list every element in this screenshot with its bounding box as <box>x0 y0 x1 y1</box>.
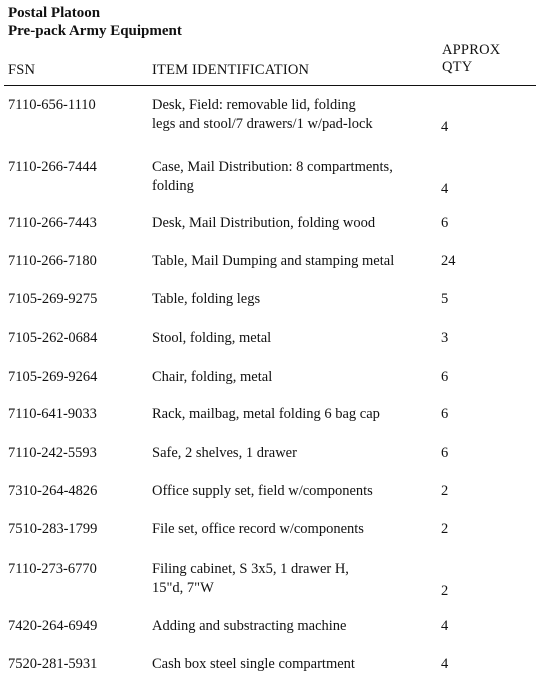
item-line-2: legs and stool/7 drawers/1 w/pad-lock <box>152 116 373 132</box>
column-header-qty-line1: APPROX <box>442 42 501 58</box>
fsn-cell: 7110-266-7443 <box>8 215 97 231</box>
item-identification-cell <box>152 158 432 196</box>
approx-qty-cell: 2 <box>441 483 449 499</box>
item-identification-cell <box>152 405 432 424</box>
item-identification-cell <box>152 252 432 271</box>
item-line-1: Adding and substracting machine <box>152 618 347 634</box>
column-header-qty-line2: QTY <box>442 59 473 75</box>
fsn-cell: 7110-266-7180 <box>8 253 97 269</box>
approx-qty-cell: 4 <box>441 181 449 197</box>
item-identification-cell <box>152 368 432 387</box>
document-title: Postal Platoon <box>8 5 101 21</box>
header-rule <box>4 85 536 86</box>
fsn-cell: 7310-264-4826 <box>8 483 98 499</box>
item-line-2: folding <box>152 178 194 194</box>
item-line-1: Cash box steel single compartment <box>152 656 355 672</box>
approx-qty-cell: 24 <box>441 253 456 269</box>
item-identification-cell <box>152 444 432 463</box>
item-line-1: Table, folding legs <box>152 291 261 307</box>
fsn-cell: 7110-242-5593 <box>8 445 97 461</box>
item-line-1: Desk, Mail Distribution, folding wood <box>152 215 376 231</box>
document-subtitle: Pre-pack Army Equipment <box>8 23 182 39</box>
approx-qty-cell: 2 <box>441 583 449 599</box>
item-line-1: File set, office record w/components <box>152 521 364 537</box>
item-line-1: Filing cabinet, S 3x5, 1 drawer H, <box>152 561 349 577</box>
item-identification-cell <box>152 329 432 348</box>
item-line-1: Office supply set, field w/components <box>152 483 373 499</box>
approx-qty-cell: 4 <box>441 119 449 135</box>
item-identification-cell <box>152 290 432 309</box>
item-line-2: 15"d, 7"W <box>152 580 214 596</box>
item-identification-cell <box>152 214 432 233</box>
approx-qty-cell: 2 <box>441 521 449 537</box>
item-line-1: Stool, folding, metal <box>152 330 272 346</box>
approx-qty-cell: 5 <box>441 291 449 307</box>
fsn-cell: 7105-269-9264 <box>8 369 98 385</box>
approx-qty-cell: 4 <box>441 656 449 672</box>
fsn-cell: 7510-283-1799 <box>8 521 98 537</box>
column-header-qty <box>442 42 500 76</box>
fsn-cell: 7105-262-0684 <box>8 330 98 346</box>
fsn-cell: 7105-269-9275 <box>8 291 98 307</box>
approx-qty-cell: 4 <box>441 618 449 634</box>
approx-qty-cell: 6 <box>441 406 449 422</box>
approx-qty-cell: 6 <box>441 369 449 385</box>
item-identification-cell <box>152 560 432 598</box>
item-line-1: Table, Mail Dumping and stamping metal <box>152 253 395 269</box>
item-line-1: Chair, folding, metal <box>152 369 273 385</box>
item-identification-cell <box>152 655 432 674</box>
fsn-cell: 7110-656-1110 <box>8 97 96 113</box>
column-header-item: ITEM IDENTIFICATION <box>152 62 310 78</box>
item-line-1: Safe, 2 shelves, 1 drawer <box>152 445 297 461</box>
fsn-cell: 7520-281-5931 <box>8 656 98 672</box>
column-header-fsn: FSN <box>8 62 36 78</box>
item-line-1: Rack, mailbag, metal folding 6 bag cap <box>152 406 380 422</box>
approx-qty-cell: 6 <box>441 215 449 231</box>
item-line-1: Case, Mail Distribution: 8 compartments, <box>152 159 393 175</box>
approx-qty-cell: 6 <box>441 445 449 461</box>
fsn-cell: 7420-264-6949 <box>8 618 98 634</box>
approx-qty-cell: 3 <box>441 330 449 346</box>
item-identification-cell <box>152 482 432 501</box>
fsn-cell: 7110-641-9033 <box>8 406 97 422</box>
item-line-1: Desk, Field: removable lid, folding <box>152 97 356 113</box>
item-identification-cell <box>152 617 432 636</box>
fsn-cell: 7110-273-6770 <box>8 561 97 577</box>
fsn-cell: 7110-266-7444 <box>8 159 97 175</box>
item-identification-cell <box>152 96 432 134</box>
item-identification-cell <box>152 520 432 539</box>
